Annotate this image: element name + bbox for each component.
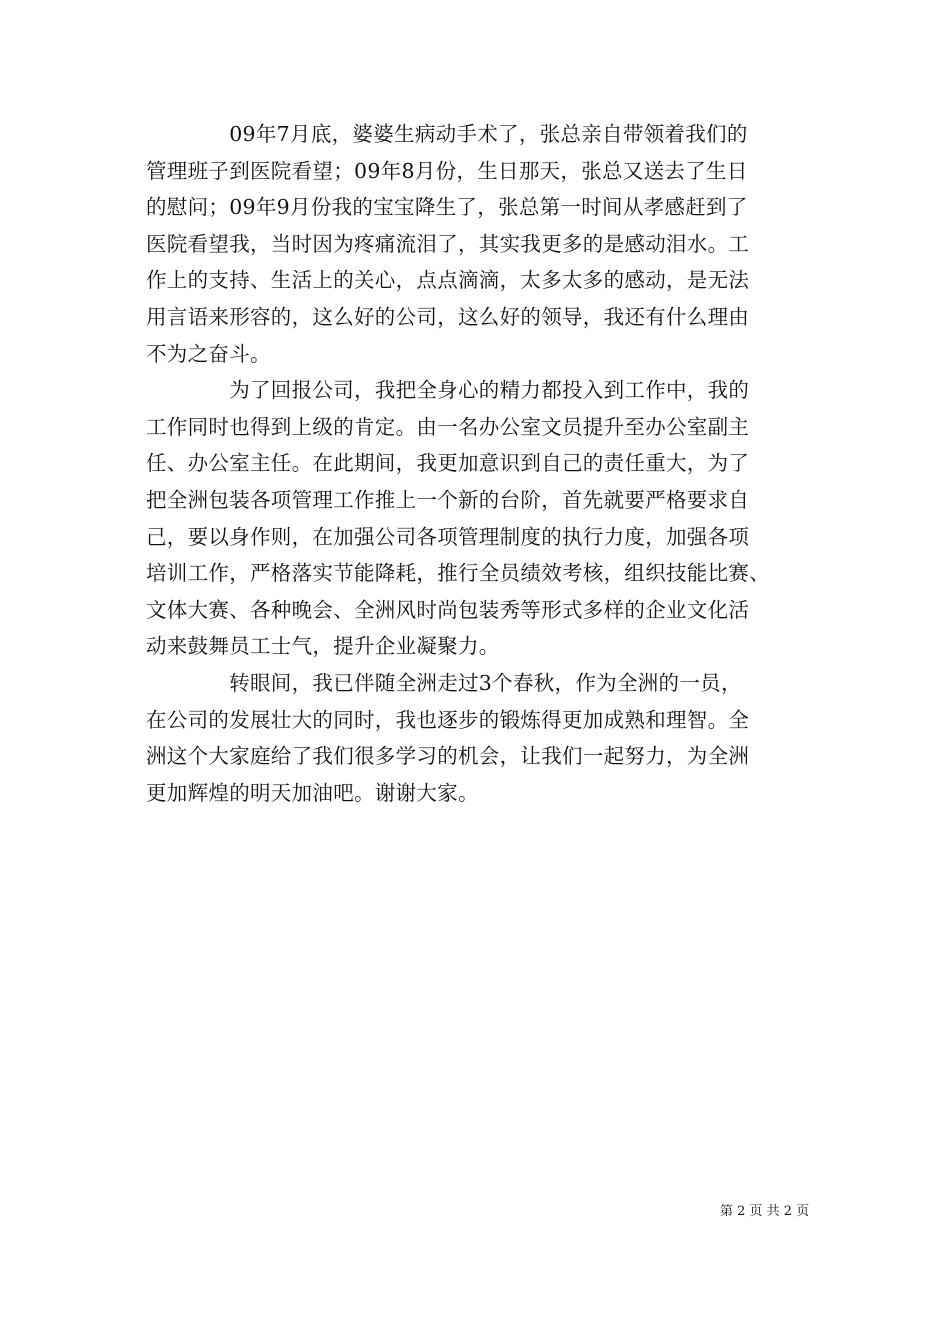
text-line: 更加辉煌的明天加油吧。谢谢大家。 — [146, 780, 479, 805]
text-line: 培训工作，严格落实节能降耗，推行全员绩效考核，组织技能比赛、 — [146, 561, 770, 586]
text-line: 不为之奋斗。 — [146, 341, 271, 366]
text-line: 任、办公室主任。在此期间，我更加意识到自己的责任重大，为了 — [146, 451, 750, 476]
text-line: 医院看望我，当时因为疼痛流泪了，其实我更多的是感动泪水。工 — [146, 231, 750, 256]
text-line: 为了回报公司，我把全身心的精力都投入到工作中，我的 — [146, 378, 750, 403]
text-line: 把全洲包装各项管理工作推上一个新的台阶，首先就要严格要求自 — [146, 487, 750, 512]
text-line: 文体大赛、各种晚会、全洲风时尚包装秀等形式多样的企业文化活 — [146, 597, 750, 622]
text-line: 作上的支持、生活上的关心，点点滴滴，太多太多的感动，是无法 — [146, 268, 750, 293]
text-line: 用言语来形容的，这么好的公司，这么好的领导，我还有什么理由 — [146, 304, 750, 329]
body-text — [146, 116, 806, 811]
text-line: 在公司的发展壮大的同时，我也逐步的锻炼得更加成熟和理智。全 — [146, 707, 750, 732]
page-number-footer: 第 2 页 共 2 页 — [720, 1204, 810, 1219]
text-line: 管理班子到医院看望；09年8月份，生日那天，张总又送去了生日 — [146, 158, 748, 183]
text-line: 己，要以身作则，在加强公司各项管理制度的执行力度，加强各项 — [146, 524, 750, 549]
text-line: 转眼间，我已伴随全洲走过3个春秋，作为全洲的一员， — [146, 670, 742, 695]
text-line: 的慰问；09年9月份我的宝宝降生了，张总第一时间从孝感赶到了 — [146, 195, 748, 220]
text-line: 动来鼓舞员工士气，提升企业凝聚力。 — [146, 634, 500, 659]
text-line: 工作同时也得到上级的肯定。由一名办公室文员提升至办公室副主 — [146, 414, 750, 439]
text-line: 洲这个大家庭给了我们很多学习的机会，让我们一起努力，为全洲 — [146, 744, 750, 769]
text-line: 09年7月底，婆婆生病动手术了，张总亲自带领着我们的 — [146, 122, 748, 146]
